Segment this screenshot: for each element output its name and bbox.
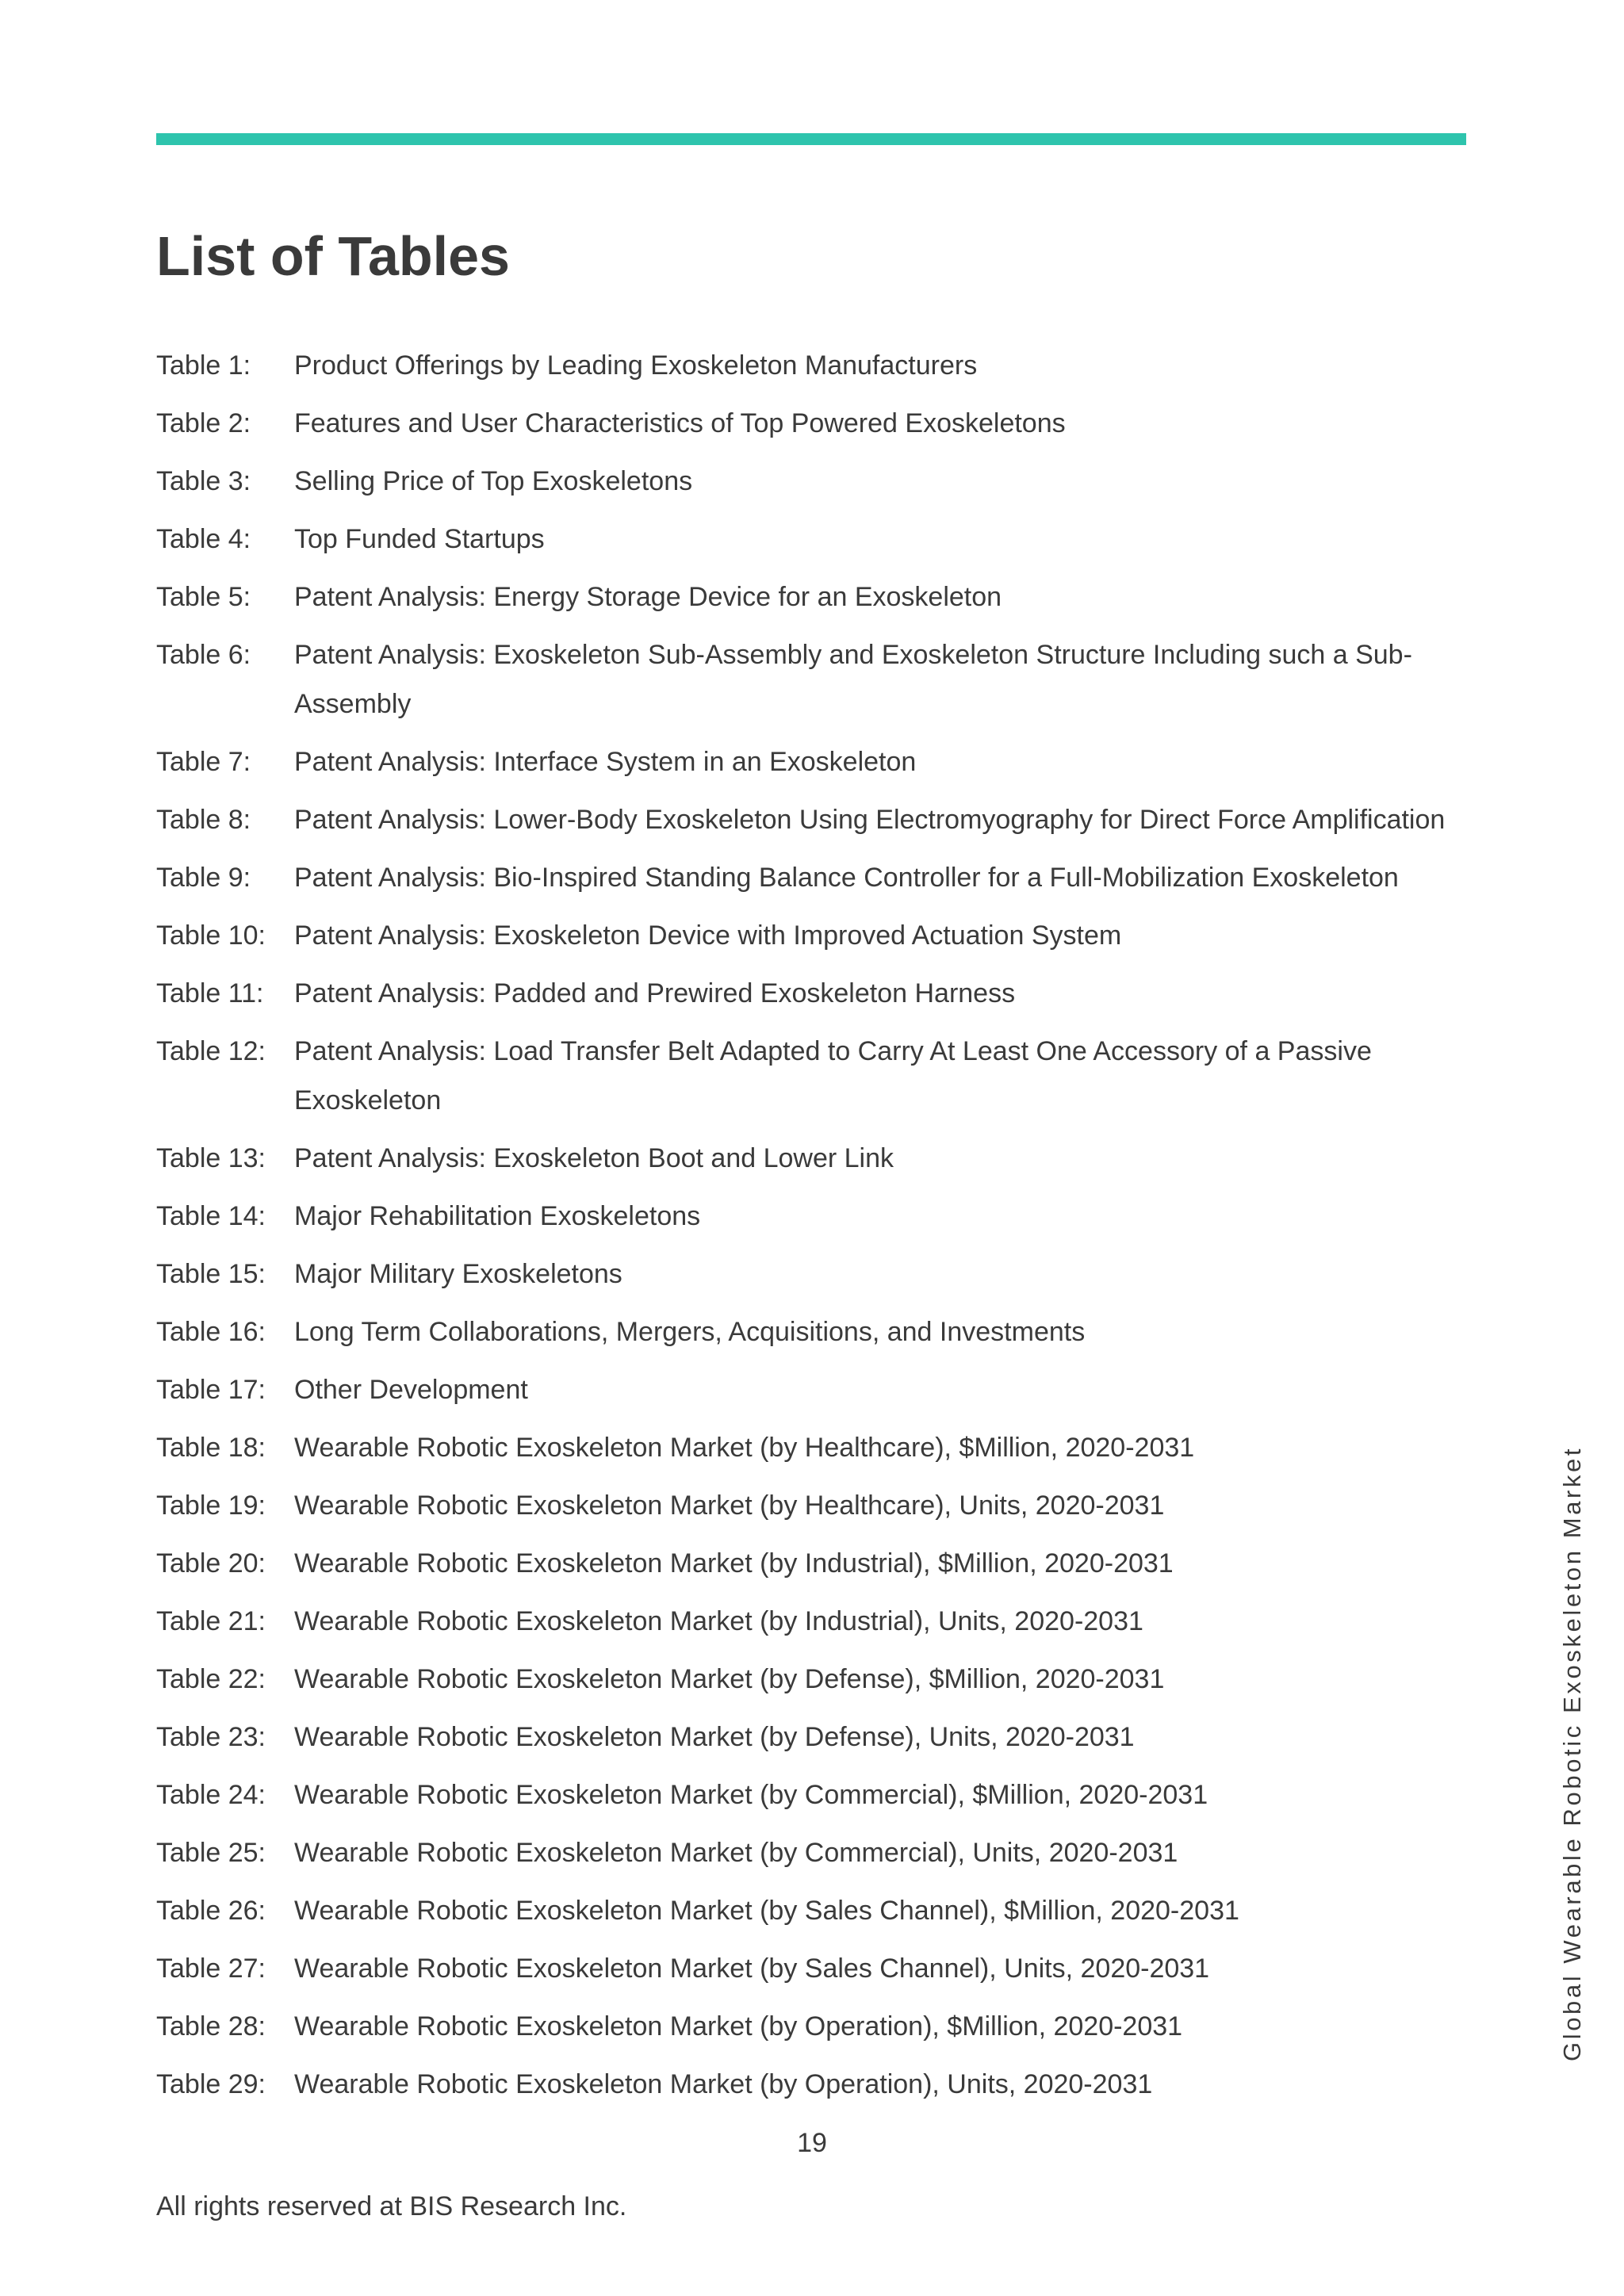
- page-number: 19: [797, 2128, 827, 2158]
- toc-entry-title: Wearable Robotic Exoskeleton Market (by Industrial), $Million, 2020-2031: [294, 1548, 1174, 1578]
- toc-entry-title: Wearable Robotic Exoskeleton Market (by Sales Channel), Units, 2020-2031: [294, 1954, 1210, 1984]
- toc-entry-title: Wearable Robotic Exoskeleton Market (by Operation), $Million, 2020-2031: [294, 2011, 1183, 2042]
- toc-entry[interactable]: [156, 1192, 1488, 1241]
- toc-entry-title: Features and User Characteristics of Top Powered Exoskeletons: [294, 408, 1066, 438]
- toc-entry-number: Table 20:: [156, 1548, 266, 1578]
- toc-entry[interactable]: [156, 911, 1488, 960]
- toc-entry[interactable]: [156, 1027, 1488, 1125]
- toc-entry-number: Table 22:: [156, 1664, 266, 1694]
- toc-entry-title: Long Term Collaborations, Mergers, Acquisitions, and Investments: [294, 1317, 1086, 1347]
- toc-entry[interactable]: [156, 853, 1488, 902]
- toc-entry-number: Table 25:: [156, 1838, 266, 1868]
- toc-entry[interactable]: [156, 572, 1488, 622]
- toc-entry-number: Table 17:: [156, 1375, 266, 1405]
- toc-entry-title: Patent Analysis: Energy Storage Device for an Exoskeleton: [294, 582, 1002, 612]
- toc-entry-title: Patent Analysis: Load Transfer Belt Adapted to Carry At Least One Accessory of a Passive Exoskeleton: [294, 1036, 1372, 1115]
- toc-entry-title: Top Funded Startups: [294, 524, 545, 554]
- toc-entry-number: Table 21:: [156, 1606, 266, 1636]
- toc-entry-number: Table 18:: [156, 1433, 266, 1463]
- toc-entry-title: Patent Analysis: Interface System in an Exoskeleton: [294, 747, 917, 777]
- toc-entry-number: Table 7:: [156, 747, 251, 777]
- toc-entry[interactable]: [156, 457, 1488, 506]
- toc-entry-title: Patent Analysis: Padded and Prewired Exoskeleton Harness: [294, 978, 1016, 1008]
- toc-entry-number: Table 6:: [156, 640, 251, 670]
- toc-entry-title: Major Rehabilitation Exoskeletons: [294, 1201, 701, 1231]
- toc-entry-number: Table 26:: [156, 1896, 266, 1926]
- toc-entry[interactable]: [156, 1307, 1488, 1357]
- toc-entry-title: Wearable Robotic Exoskeleton Market (by Defense), Units, 2020-2031: [294, 1722, 1135, 1752]
- toc-entry-number: Table 29:: [156, 2069, 266, 2099]
- toc-entry-number: Table 4:: [156, 524, 251, 554]
- toc-entry-title: Product Offerings by Leading Exoskeleton Manufacturers: [294, 350, 978, 381]
- toc-entry-number: Table 2:: [156, 408, 251, 438]
- list-of-tables: [156, 341, 1488, 2118]
- header-accent-bar: [156, 133, 1466, 145]
- toc-entry[interactable]: [156, 1712, 1488, 1762]
- toc-entry[interactable]: [156, 1828, 1488, 1877]
- toc-entry-number: Table 24:: [156, 1780, 266, 1810]
- toc-entry-title: Major Military Exoskeletons: [294, 1259, 622, 1289]
- toc-entry[interactable]: [156, 630, 1488, 729]
- toc-entry[interactable]: [156, 1365, 1488, 1414]
- toc-entry[interactable]: [156, 341, 1488, 390]
- toc-entry-title: Wearable Robotic Exoskeleton Market (by Commercial), Units, 2020-2031: [294, 1838, 1178, 1868]
- toc-entry-number: Table 15:: [156, 1259, 266, 1289]
- toc-entry[interactable]: [156, 1249, 1488, 1299]
- toc-entry-title: Other Development: [294, 1375, 528, 1405]
- toc-entry-number: Table 1:: [156, 350, 251, 381]
- toc-entry-number: Table 12:: [156, 1036, 266, 1066]
- toc-entry[interactable]: [156, 1423, 1488, 1472]
- toc-entry-number: Table 27:: [156, 1954, 266, 1984]
- toc-entry[interactable]: [156, 1134, 1488, 1183]
- toc-entry[interactable]: [156, 2060, 1488, 2109]
- toc-entry-title: Wearable Robotic Exoskeleton Market (by Defense), $Million, 2020-2031: [294, 1664, 1165, 1694]
- toc-entry[interactable]: [156, 1886, 1488, 1935]
- toc-entry[interactable]: [156, 1655, 1488, 1704]
- toc-entry-title: Wearable Robotic Exoskeleton Market (by Commercial), $Million, 2020-2031: [294, 1780, 1208, 1810]
- toc-entry-number: Table 9:: [156, 863, 251, 893]
- toc-entry-number: Table 28:: [156, 2011, 266, 2042]
- toc-entry-title: Selling Price of Top Exoskeletons: [294, 466, 693, 496]
- toc-entry-number: Table 8:: [156, 805, 251, 835]
- toc-entry-number: Table 10:: [156, 920, 266, 951]
- toc-entry[interactable]: [156, 2002, 1488, 2051]
- toc-entry-title: Patent Analysis: Exoskeleton Sub-Assembly and Exoskeleton Structure Including such a Sub-Assembly: [294, 640, 1412, 719]
- copyright-footer: All rights reserved at BIS Research Inc.: [156, 2191, 627, 2221]
- toc-entry-number: Table 23:: [156, 1722, 266, 1752]
- side-running-title: Global Wearable Robotic Exoskeleton Market: [1558, 1445, 1586, 2061]
- toc-entry-title: Wearable Robotic Exoskeleton Market (by Healthcare), Units, 2020-2031: [294, 1490, 1165, 1521]
- toc-entry-title: Patent Analysis: Lower-Body Exoskeleton Using Electromyography for Direct Force Amplification: [294, 805, 1446, 835]
- toc-entry-number: Table 14:: [156, 1201, 266, 1231]
- toc-entry-title: Patent Analysis: Bio-Inspired Standing Balance Controller for a Full-Mobilization Exoskeleton: [294, 863, 1399, 893]
- toc-entry-number: Table 19:: [156, 1490, 266, 1521]
- toc-entry-number: Table 11:: [156, 978, 264, 1008]
- toc-entry-number: Table 3:: [156, 466, 251, 496]
- toc-entry[interactable]: [156, 1539, 1488, 1588]
- toc-entry-title: Wearable Robotic Exoskeleton Market (by Industrial), Units, 2020-2031: [294, 1606, 1143, 1636]
- toc-entry-title: Patent Analysis: Exoskeleton Boot and Lower Link: [294, 1143, 894, 1173]
- toc-entry-title: Wearable Robotic Exoskeleton Market (by Sales Channel), $Million, 2020-2031: [294, 1896, 1239, 1926]
- toc-entry[interactable]: [156, 515, 1488, 564]
- toc-entry-title: Wearable Robotic Exoskeleton Market (by Operation), Units, 2020-2031: [294, 2069, 1153, 2099]
- toc-entry[interactable]: [156, 795, 1488, 844]
- toc-entry[interactable]: [156, 399, 1488, 448]
- toc-entry[interactable]: [156, 1597, 1488, 1646]
- toc-entry[interactable]: [156, 1944, 1488, 1993]
- toc-entry[interactable]: [156, 1770, 1488, 1820]
- toc-entry-number: Table 5:: [156, 582, 251, 612]
- toc-entry-number: Table 16:: [156, 1317, 266, 1347]
- toc-entry[interactable]: [156, 1481, 1488, 1530]
- page-title: List of Tables: [156, 225, 510, 287]
- toc-entry[interactable]: [156, 737, 1488, 786]
- toc-entry[interactable]: [156, 969, 1488, 1018]
- toc-entry-title: Patent Analysis: Exoskeleton Device with Improved Actuation System: [294, 920, 1122, 951]
- toc-entry-number: Table 13:: [156, 1143, 266, 1173]
- toc-entry-title: Wearable Robotic Exoskeleton Market (by Healthcare), $Million, 2020-2031: [294, 1433, 1195, 1463]
